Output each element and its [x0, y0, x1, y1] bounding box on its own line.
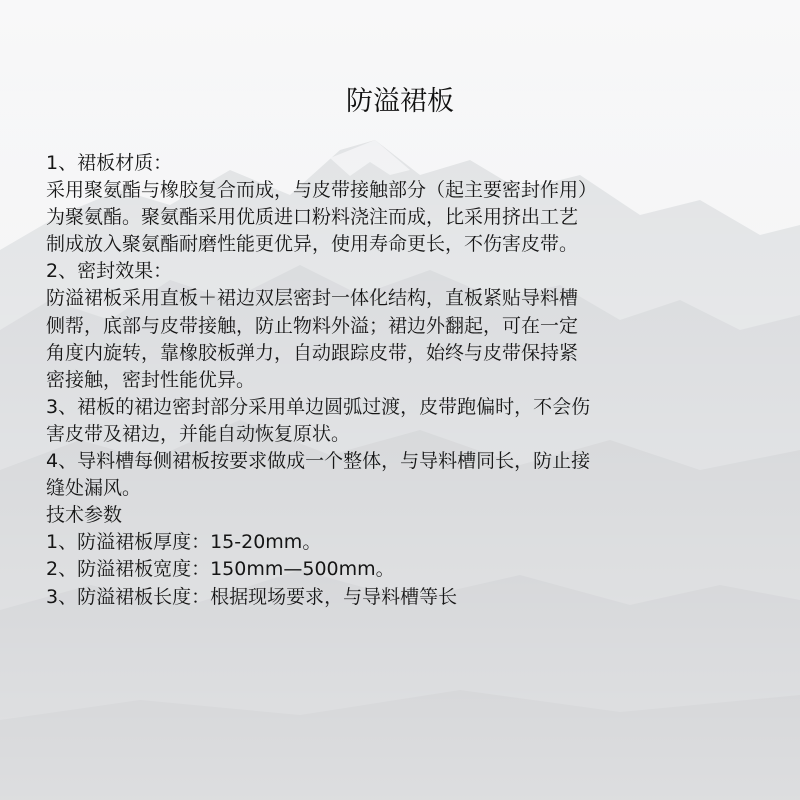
text-line: 密接触，密封性能优异。: [46, 368, 256, 391]
document-body: [46, 150, 758, 611]
page-title: 防溢裙板: [346, 86, 454, 117]
text-line: 缝处漏风。: [46, 477, 142, 500]
text-line: 侧帮，底部与皮带接触，防止物料外溢；裙边外翻起，可在一定: [46, 314, 579, 337]
text-line: 1、裙板材质：: [46, 152, 173, 174]
text-line: 4、导料槽每侧裙板按要求做成一个整体，与导料槽同长，防止接: [46, 450, 591, 473]
text-line: 为聚氨酯。聚氨酯采用优质进口粉料浇注而成，比采用挤出工艺: [46, 206, 579, 229]
text-line: 制成放入聚氨酯耐磨性能更优异，使用寿命更长，不伤害皮带。: [46, 233, 579, 256]
text-line: 2、防溢裙板宽度：150mm—500mm。: [46, 558, 395, 581]
text-line: 3、防溢裙板长度：根据现场要求，与导料槽等长: [46, 585, 458, 608]
section-heading: 技术参数: [46, 504, 123, 527]
text-line: 采用聚氨酯与橡胶复合而成，与皮带接触部分（起主要密封作用）: [46, 179, 598, 202]
text-line: 3、裙板的裙边密封部分采用单边圆弧过渡，皮带跑偏时，不会伤: [46, 395, 591, 418]
text-line: 角度内旋转，靠橡胶板弹力，自动跟踪皮带，始终与皮带保持紧: [46, 341, 579, 364]
text-line: 害皮带及裙边，并能自动恢复原状。: [46, 422, 351, 445]
text-line: 防溢裙板采用直板＋裙边双层密封一体化结构，直板紧贴导料槽: [46, 287, 579, 310]
text-line: 2、密封效果：: [46, 260, 173, 283]
text-line: 1、防溢裙板厚度：15-20mm。: [46, 531, 322, 554]
